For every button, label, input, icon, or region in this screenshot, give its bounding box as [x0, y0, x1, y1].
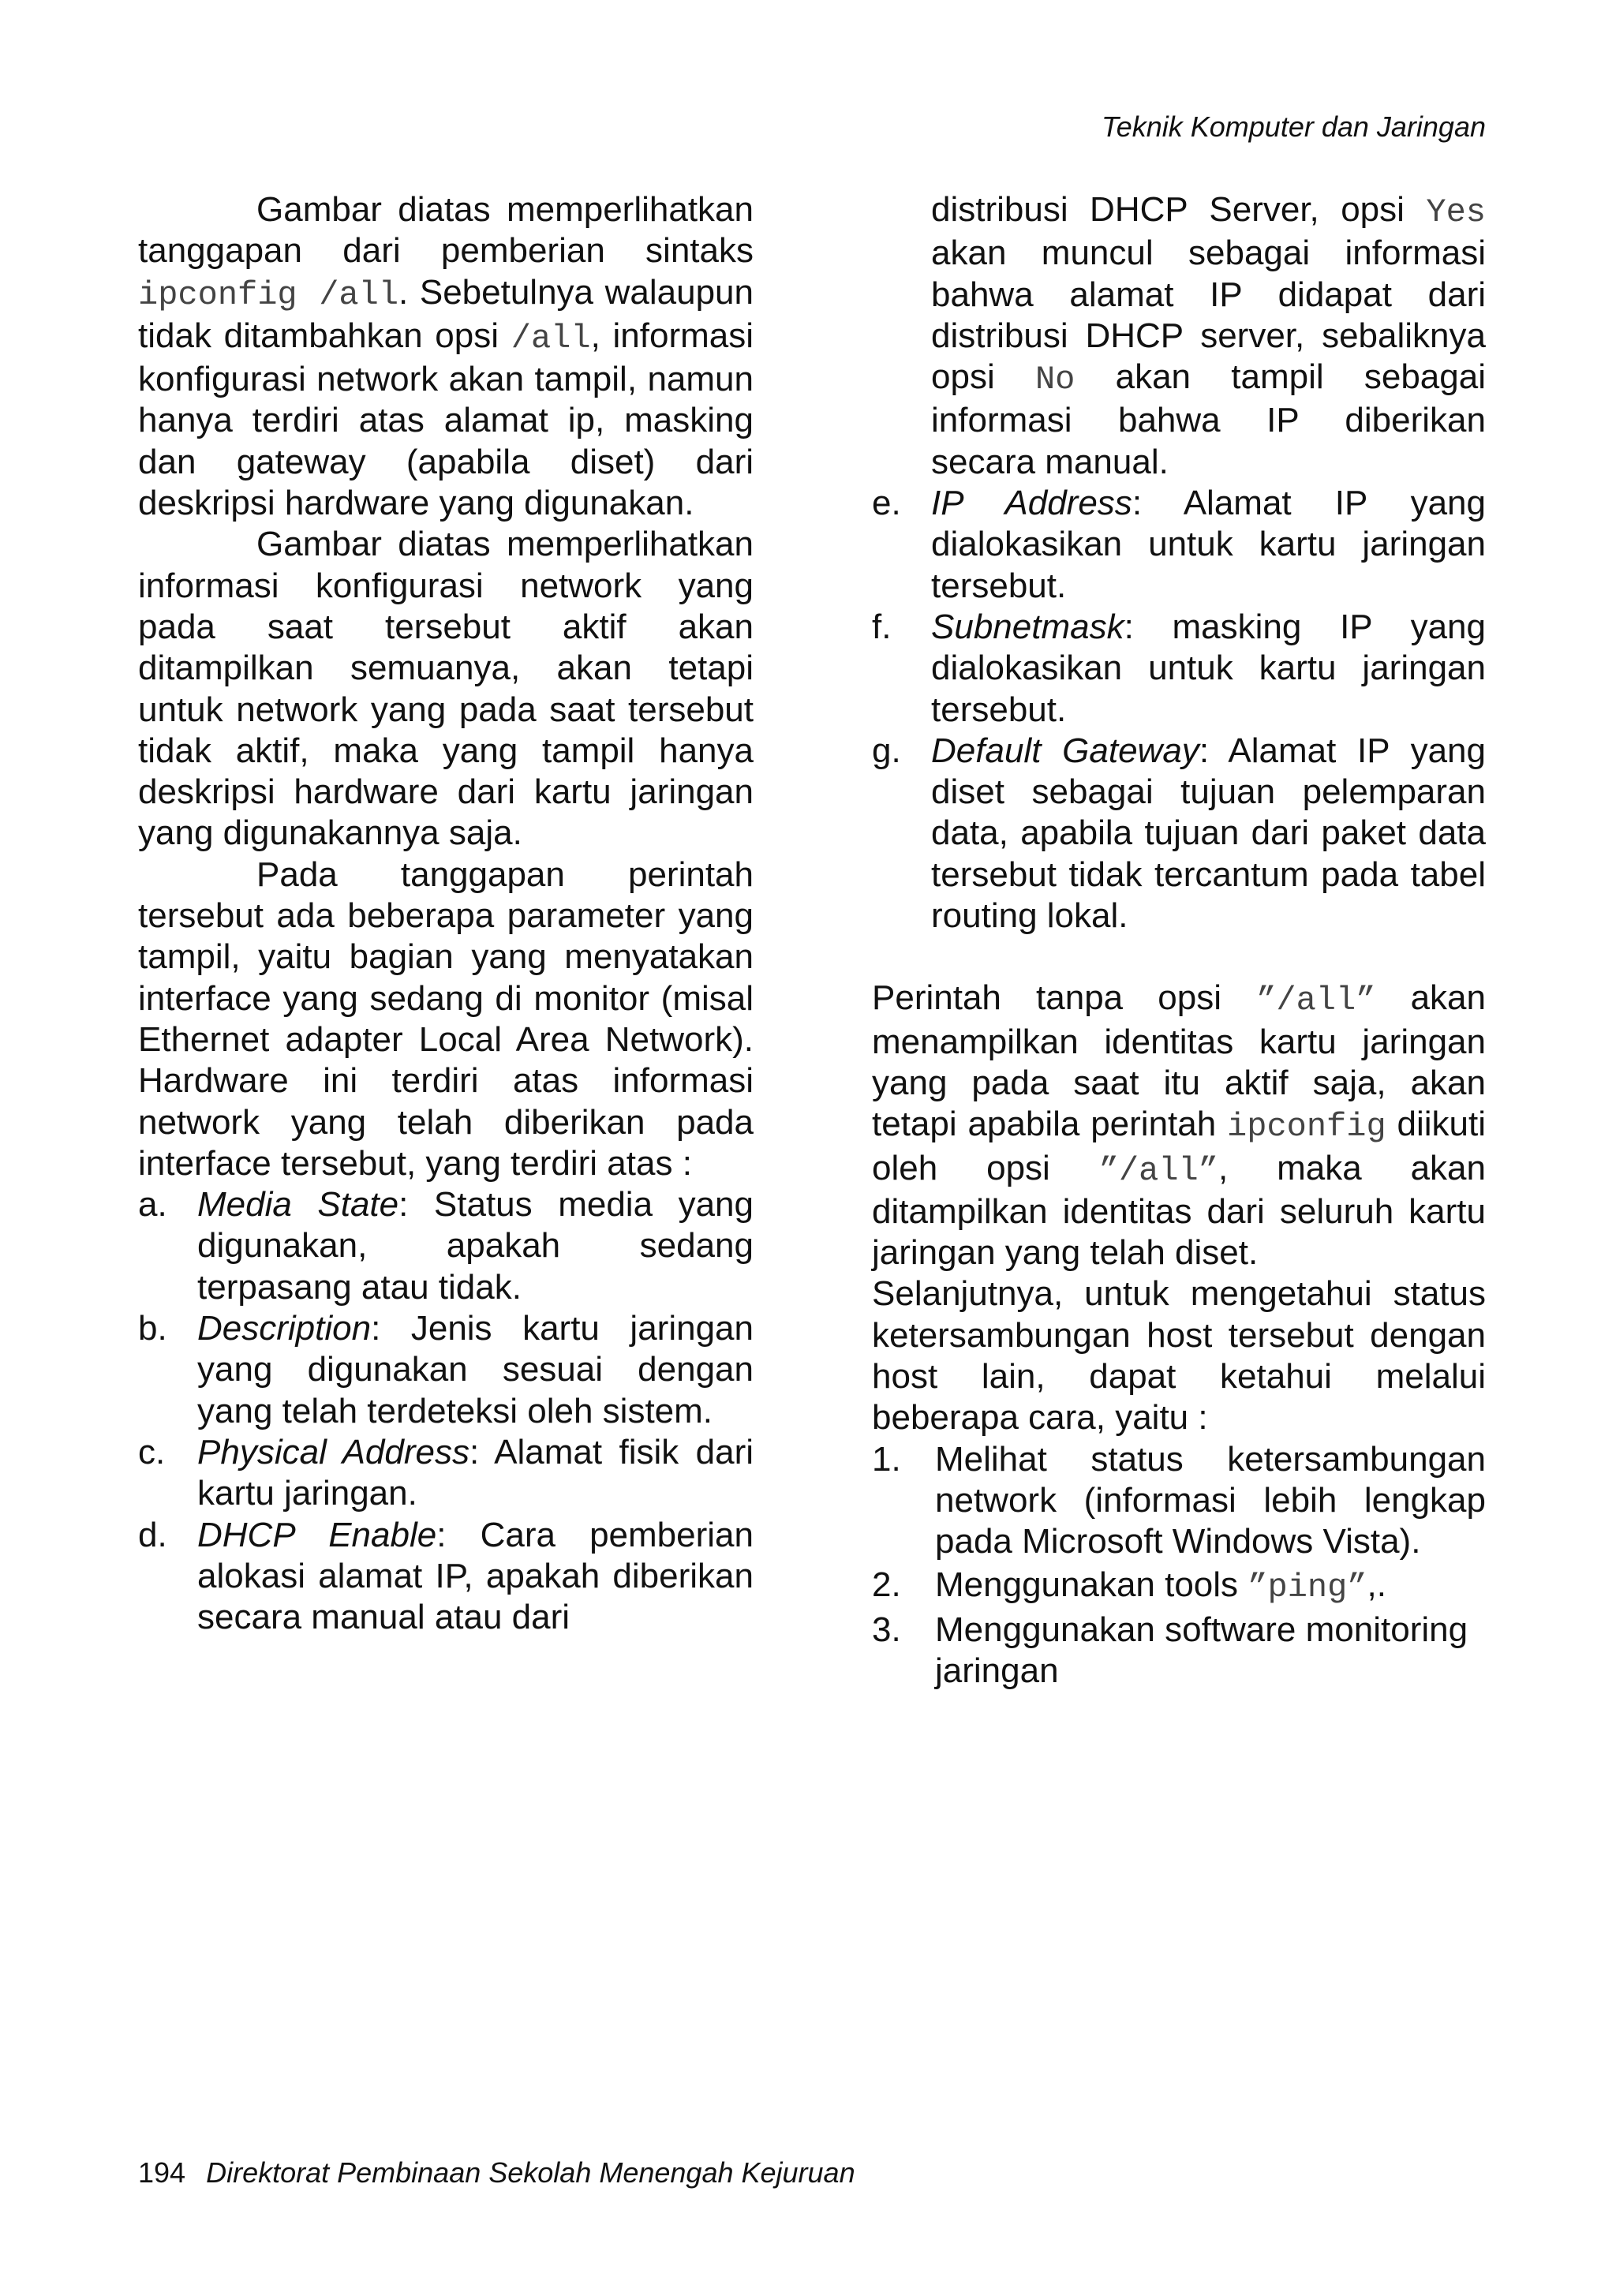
paragraph-parameters: Pada tanggapan perintah tersebut ada beberapa parameter yang tampil, yaitu bagian yang menyatakan interface yang sedang di monitor (misal Ethernet adapter Local Area Network). Hardware ini terdiri atas informasi network yang telah diberikan pada interface tersebut, yang terdiri atas : — [138, 854, 754, 1183]
spacer — [872, 937, 1486, 978]
list-marker: a. — [138, 1185, 167, 1225]
list-marker: f. — [872, 607, 892, 646]
code-ipconfig: ipconfig — [1227, 1108, 1386, 1146]
list-item — [872, 607, 1486, 731]
text-run: Gambar diatas memperlihatkan tanggapan dari pemberian sintaks — [138, 190, 754, 271]
paragraph-config-info: Gambar diatas memperlihatkan informasi konfigurasi network yang pada saat tersebut aktif akan ditampilkan semuanya, akan tetapi untuk network yang pada saat tersebut tidak aktif, maka yang tampil hanya deskripsi hardware dari kartu jaringan yang digunakannya saja. — [138, 525, 754, 853]
list-marker: 3. — [872, 1610, 901, 1649]
paragraph-all-option — [872, 978, 1486, 1273]
definition: : Alamat IP yang diset sebagai tujuan pelemparan data, apabila tujuan dari paket data tersebut tidak tercantum pada tabel routing lokal. — [931, 731, 1486, 936]
numbered-list — [872, 1439, 1486, 1692]
term: IP Address — [931, 484, 1132, 523]
list-item — [872, 1610, 1486, 1692]
text-run: Menggunakan software monitoring jaringan — [935, 1610, 1468, 1691]
text-run: diikuti oleh opsi — [872, 1105, 1486, 1187]
text-run: Melihat status ketersambungan network (informasi lebih lengkap pada Microsoft Windows Vista). — [935, 1439, 1486, 1561]
list-item — [872, 483, 1486, 607]
left-column — [138, 189, 754, 1638]
text-run: Menggunakan tools — [935, 1565, 1248, 1604]
text-run: distribusi DHCP Server, opsi — [931, 190, 1427, 229]
code-all-quoted: ”/all” — [1256, 982, 1376, 1020]
list-item — [138, 1432, 754, 1515]
text-run: akan muncul sebagai informasi bahwa alamat IP didapat dari distribusi DHCP server, sebaliknya opsi — [931, 234, 1486, 397]
definition: : masking IP yang dialokasikan untuk kartu jaringan tersebut. — [931, 607, 1486, 729]
parameter-list — [138, 1184, 754, 1638]
term: Description — [197, 1309, 372, 1348]
list-item — [138, 1515, 754, 1639]
definition: : Alamat fisik dari kartu jaringan. — [197, 1432, 754, 1513]
text-run: ,. — [1367, 1565, 1386, 1604]
term: Default Gateway — [931, 731, 1199, 770]
list-item — [872, 1439, 1486, 1563]
text-run: , maka akan ditampilkan identitas dari seluruh kartu jaringan yang telah diset. — [872, 1148, 1486, 1273]
definition: : Alamat IP yang dialokasikan untuk kartu jaringan tersebut. — [931, 484, 1486, 605]
list-marker: d. — [138, 1515, 167, 1554]
list-item — [138, 1308, 754, 1432]
text-run: akan tampil sebagai informasi bahwa IP diberikan secara manual. — [931, 357, 1486, 481]
list-marker: 2. — [872, 1565, 901, 1604]
text-run: akan menampilkan identitas kartu jaringan yang pada saat itu aktif saja, akan tetapi apabila perintah — [872, 978, 1486, 1144]
list-marker: c. — [138, 1432, 166, 1471]
code-yes: Yes — [1426, 193, 1486, 231]
parameter-list-continued — [872, 189, 1486, 937]
list-item-continuation — [872, 189, 1486, 483]
list-item — [872, 1565, 1486, 1608]
code-no: No — [1034, 361, 1075, 399]
page-number: 194 — [138, 2156, 186, 2189]
code-all-quoted: ”/all” — [1098, 1151, 1218, 1190]
text-run: . Sebetulnya walaupun tidak ditambahkan opsi — [138, 272, 754, 355]
term: Media State — [197, 1185, 399, 1225]
list-marker: e. — [872, 484, 901, 523]
code-ping: ”ping” — [1248, 1568, 1367, 1606]
term: DHCP Enable — [197, 1515, 437, 1554]
text-run: Perintah tanpa opsi — [872, 978, 1257, 1018]
list-marker: g. — [872, 731, 901, 770]
definition: : Jenis kartu jaringan yang digunakan sesuai dengan yang telah terdeteksi oleh sistem. — [197, 1309, 754, 1430]
paragraph-connectivity: Selanjutnya, untuk mengetahui status ketersambungan host tersebut dengan host lain, dapat ketahui melalui beberapa cara, yaitu : — [872, 1274, 1486, 1438]
right-column — [872, 189, 1486, 1693]
code-all-option: /all — [511, 319, 591, 357]
paragraph-ipconfig-intro — [138, 189, 754, 524]
definition: : Status media yang digunakan, apakah sedang terpasang atau tidak. — [197, 1185, 754, 1307]
term: Physical Address — [197, 1432, 469, 1471]
term: Subnetmask — [931, 607, 1124, 646]
running-header: Teknik Komputer dan Jaringan — [1102, 110, 1486, 143]
list-marker: b. — [138, 1309, 167, 1348]
text-run: , informasi konfigurasi network akan tampil, namun hanya terdiri atas alamat ip, masking dan gateway (apabila diset) dari deskripsi hardware yang digunakan. — [138, 316, 754, 523]
page-footer — [138, 2156, 855, 2189]
list-item — [872, 731, 1486, 937]
code-ipconfig-all: ipconfig /all — [138, 275, 399, 314]
definition: : Cara pemberian alokasi alamat IP, apakah diberikan secara manual atau dari — [197, 1515, 754, 1637]
list-marker: 1. — [872, 1439, 901, 1479]
publisher-name: Direktorat Pembinaan Sekolah Menengah Kejuruan — [206, 2156, 855, 2189]
list-item — [138, 1184, 754, 1308]
